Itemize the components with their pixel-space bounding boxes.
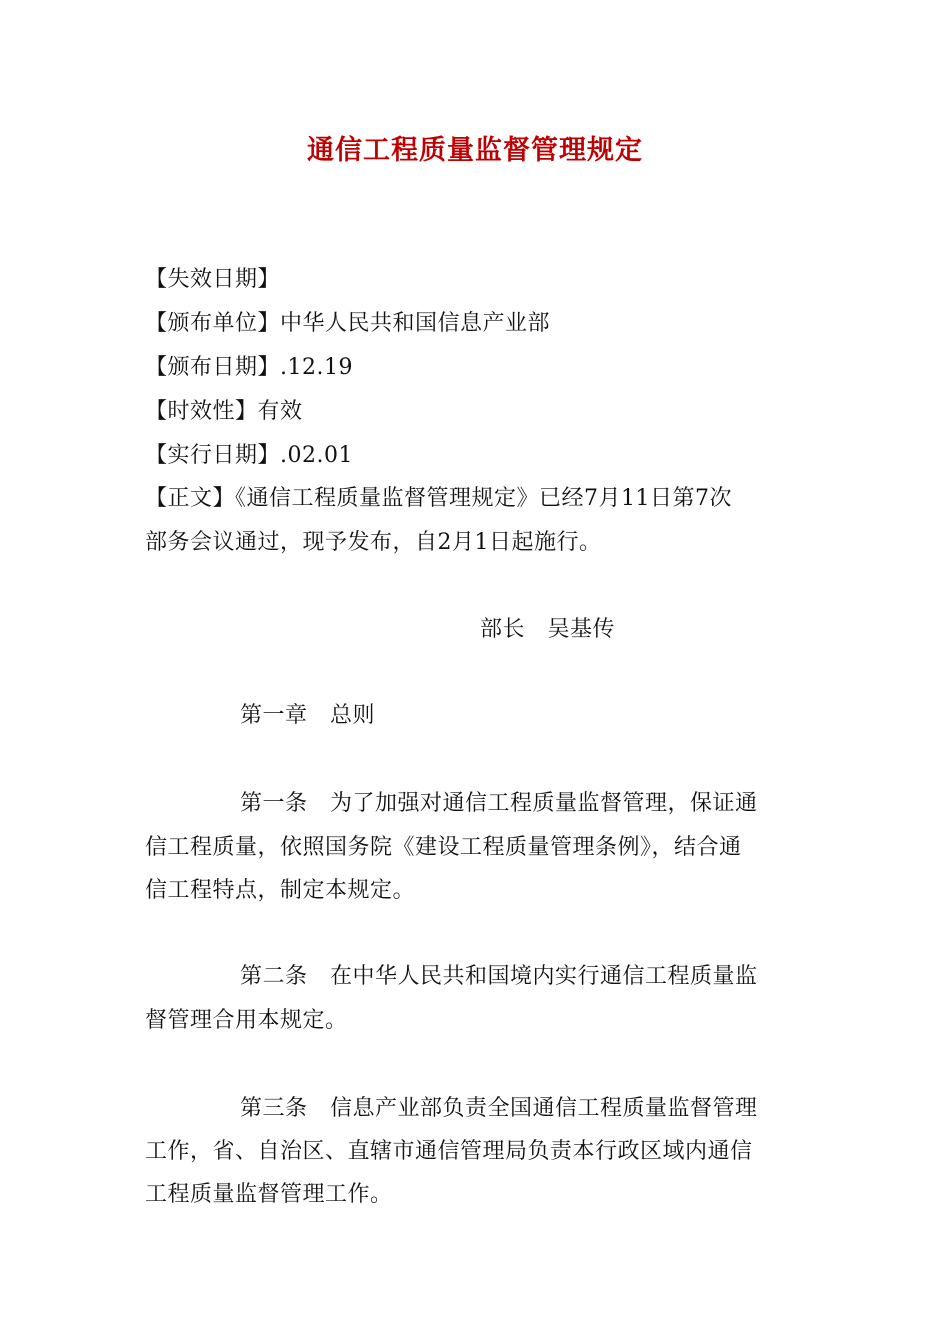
article-line: 工程质量监督管理工作。 bbox=[145, 1182, 393, 1207]
article-line: 第一条 为了加强对通信工程质量监督管理，保证通 bbox=[240, 791, 758, 816]
chapter-heading: 第一章 总则 bbox=[240, 703, 376, 728]
document-title: 通信工程质量监督管理规定 bbox=[307, 135, 643, 166]
article-line: 第二条 在中华人民共和国境内实行通信工程质量监 bbox=[240, 964, 758, 989]
meta-expiry-date: 【失效日期】 bbox=[145, 267, 281, 292]
meta-issue-date: 【颁布日期】.12.19 bbox=[145, 355, 353, 380]
article-line: 督管理合用本规定。 bbox=[145, 1008, 348, 1033]
signature: 部长 吴基传 bbox=[480, 617, 616, 642]
article-line: 信工程质量，依照国务院《建设工程质量管理条例》，结合通 bbox=[145, 835, 742, 860]
body-intro-line: 【正文】《通信工程质量监督管理规定》已经7月11日第7次 bbox=[145, 486, 732, 511]
article-line: 信工程特点，制定本规定。 bbox=[145, 878, 416, 903]
article-line: 第三条 信息产业部负责全国通信工程质量监督管理 bbox=[240, 1096, 758, 1121]
meta-effective-date: 【实行日期】.02.01 bbox=[145, 443, 353, 468]
article-line: 工作，省、自治区、直辖市通信管理局负责本行政区域内通信 bbox=[145, 1139, 753, 1164]
meta-validity: 【时效性】有效 bbox=[145, 399, 303, 424]
body-intro-line: 部务会议通过，现予发布，自2月1日起施行。 bbox=[145, 530, 602, 555]
meta-issuing-authority: 【颁布单位】中华人民共和国信息产业部 bbox=[145, 311, 551, 336]
